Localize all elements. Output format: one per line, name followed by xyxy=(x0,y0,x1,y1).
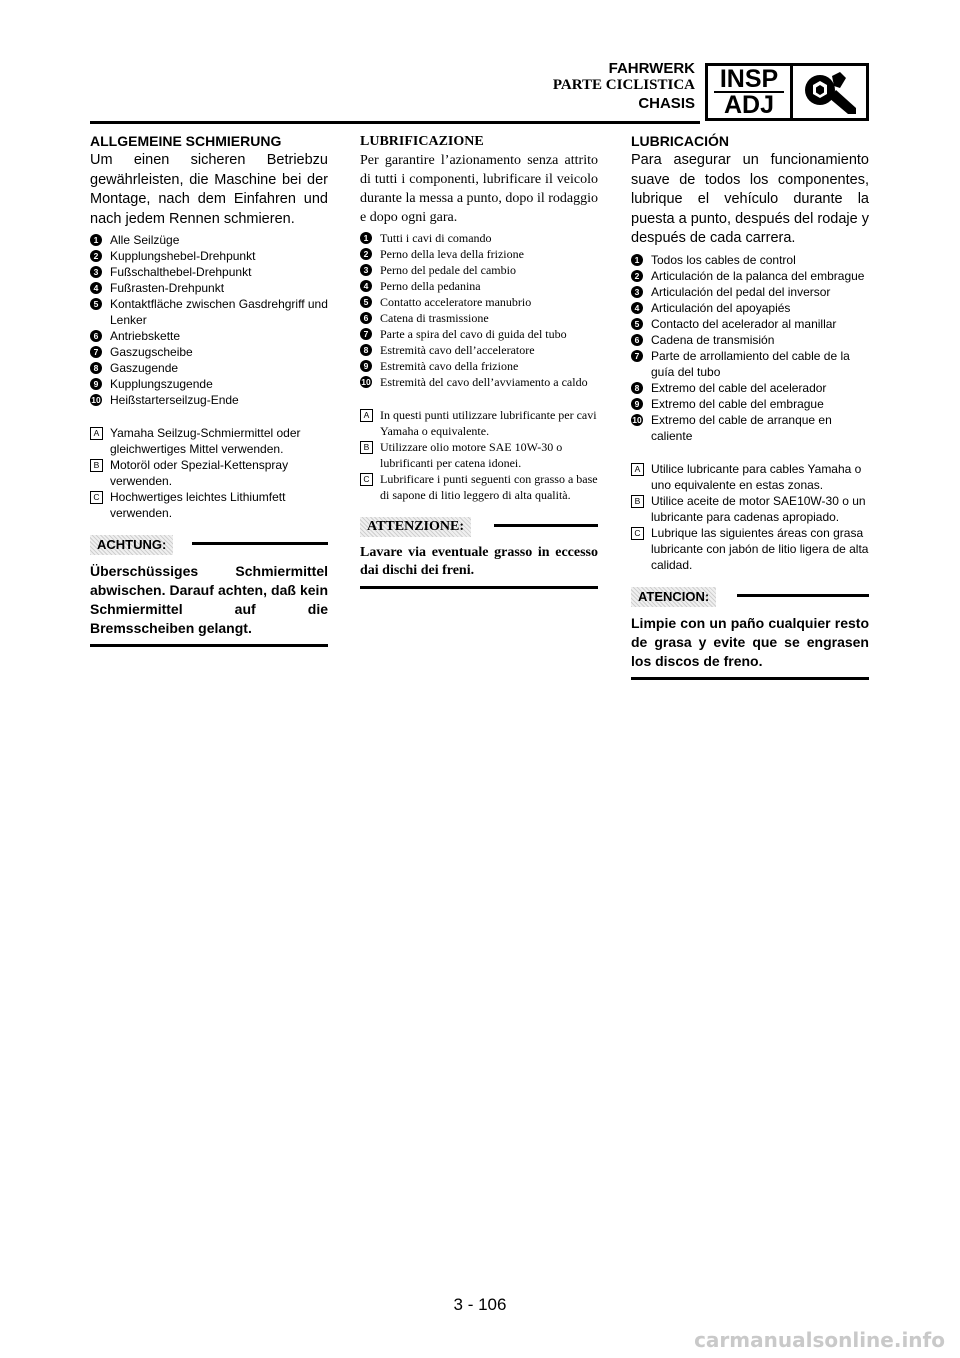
list-item xyxy=(360,230,598,246)
list-item-text: Gaszugscheibe xyxy=(110,345,193,359)
number-marker: 7 xyxy=(360,328,372,340)
list-item xyxy=(90,344,328,360)
section-title-es: CHASIS xyxy=(638,95,695,112)
list-item-text: Contacto del acelerador al manillar xyxy=(651,316,837,331)
number-marker: 6 xyxy=(90,330,102,342)
note-text: Utilizzare olio motore SAE 10W-30 o lubrificanti per catena idonei. xyxy=(380,440,563,470)
letter-marker: C xyxy=(360,473,373,486)
list-item-text: Kontaktfläche zwischen Gasdrehgriff und Lenker xyxy=(110,297,328,327)
number-marker: 3 xyxy=(90,266,102,278)
note-item xyxy=(90,457,328,489)
list-item-text: Extremo del cable del embrague xyxy=(651,396,824,411)
list-item xyxy=(90,280,328,296)
note-item xyxy=(360,471,598,503)
list-item xyxy=(360,326,598,342)
list-item xyxy=(631,316,869,332)
column-title: LUBRIFICAZIONE xyxy=(360,134,484,149)
note-text: Lubrique las siguientes áreas con grasa lubricante con jabón de litio ligera de alta calidad. xyxy=(651,525,869,572)
number-marker: 10 xyxy=(91,395,101,405)
letter-marker: A xyxy=(90,427,103,440)
number-marker: 5 xyxy=(90,298,102,310)
letter-marker: C xyxy=(631,527,644,540)
number-marker: 3 xyxy=(360,264,372,276)
section-title-it: PARTE CICLISTICA xyxy=(552,77,695,93)
list-item xyxy=(631,268,869,284)
number-marker: 1 xyxy=(360,232,372,244)
caution-label: ATENCION: xyxy=(631,587,716,607)
number-marker: 9 xyxy=(360,360,372,372)
number-marker: 9 xyxy=(90,378,102,390)
list-item xyxy=(90,328,328,344)
note-item xyxy=(631,525,869,573)
list-item-text: Todos los cables de control xyxy=(651,252,796,267)
caution-header xyxy=(631,581,869,611)
list-item-text: Articulación de la palanca del embrague xyxy=(651,268,865,283)
list-item xyxy=(90,360,328,376)
list-item xyxy=(631,412,869,444)
note-text: Lubrificare i punti seguenti con grasso a base di sapone di litio leggero di alta qualità. xyxy=(380,472,598,502)
number-marker: 2 xyxy=(631,270,643,282)
wrench-icon xyxy=(796,68,862,116)
caution-header xyxy=(90,529,328,559)
list-item-text: Parte de arrollamiento del cable de la guía del tubo xyxy=(651,348,850,379)
list-item xyxy=(360,294,598,310)
list-item-text: Kupplungshebel-Drehpunkt xyxy=(110,249,256,263)
list-item-text: Perno della pedanina xyxy=(380,279,481,293)
caution-rule xyxy=(192,542,328,545)
list-item-text: Gaszugende xyxy=(110,361,179,375)
note-text: Utilice aceite de motor SAE10W-30 o un lubricante para cadenas apropiado. xyxy=(651,493,866,524)
list-item xyxy=(631,284,869,300)
note-text: Hochwertiges leichtes Lithiumfett verwenden. xyxy=(110,490,286,520)
list-item-text: Estremità cavo della frizione xyxy=(380,359,519,373)
list-item-text: Extremo del cable del acelerador xyxy=(651,380,827,395)
list-item-text: Alle Seilzüge xyxy=(110,233,180,247)
number-marker: 10 xyxy=(361,377,371,387)
number-marker: 8 xyxy=(90,362,102,374)
note-item xyxy=(360,439,598,471)
note-item xyxy=(631,493,869,525)
number-marker: 5 xyxy=(631,318,643,330)
list-item-text: Contatto acceleratore manubrio xyxy=(380,295,532,309)
note-item xyxy=(90,489,328,521)
caution-text: Lavare via eventuale grasso in eccesso dai dischi dei freni. xyxy=(360,544,598,589)
note-text: Motoröl oder Spezial-Kettenspray verwenden. xyxy=(110,458,289,488)
list-item-text: Kupplungszugende xyxy=(110,377,213,391)
note-text: Yamaha Seilzug-Schmiermittel oder gleichwertiges Mittel verwenden. xyxy=(110,426,301,456)
column-title: LUBRICACIÓN xyxy=(631,133,729,149)
list-item-text: Parte a spira del cavo di guida del tubo xyxy=(380,327,567,341)
caution-rule xyxy=(737,594,869,597)
list-item-text: Extremo del cable de arranque en caliente xyxy=(651,412,832,443)
list-item xyxy=(90,376,328,392)
note-item xyxy=(90,425,328,457)
number-marker: 2 xyxy=(90,250,102,262)
list-item-text: Antriebskette xyxy=(110,329,181,343)
number-marker: 3 xyxy=(631,286,643,298)
list-item xyxy=(631,396,869,412)
number-marker: 4 xyxy=(90,282,102,294)
intro-text: Para asegurar un funcionamiento suave de todos los componentes, lubrique el vehículo durante la puesta a punto, después del rodaje y después de cada carrera. xyxy=(631,152,869,246)
list-item xyxy=(631,332,869,348)
list-item-text: Estremità del cavo dell’avviamento a caldo xyxy=(380,375,588,389)
column-title: ALLGEMEINE SCHMIERUNG xyxy=(90,133,282,149)
list-item xyxy=(360,374,598,390)
numbered-list xyxy=(360,230,598,390)
caution-rule xyxy=(494,524,598,527)
watermark: carmanualsonline.info xyxy=(694,1328,945,1352)
number-marker: 6 xyxy=(631,334,643,346)
list-item xyxy=(360,310,598,326)
number-marker: 1 xyxy=(90,234,102,246)
lettered-notes xyxy=(90,425,328,521)
numbered-list xyxy=(90,232,328,408)
note-text: In questi punti utilizzare lubrificante per cavi Yamaha o equivalente. xyxy=(380,408,597,438)
note-item xyxy=(631,461,869,493)
intro-text: Um einen sicheren Betriebzu gewährleisten, die Maschine bei der Montage, nach dem Einfahren und nach jedem Rennen schmieren. xyxy=(90,152,328,227)
list-item xyxy=(90,296,328,328)
number-marker: 2 xyxy=(360,248,372,260)
letter-marker: B xyxy=(631,495,644,508)
list-item-text: Heißstarterseilzug-Ende xyxy=(110,393,239,407)
section-title-de: FAHRWERK xyxy=(608,60,695,77)
list-item xyxy=(360,358,598,374)
lettered-notes xyxy=(360,407,598,503)
list-item-text: Tutti i cavi di comando xyxy=(380,231,492,245)
numbered-list xyxy=(631,252,869,444)
number-marker: 5 xyxy=(360,296,372,308)
note-text: Utilice lubricante para cables Yamaha o uno equivalente en estas zonas. xyxy=(651,461,862,492)
list-item xyxy=(631,380,869,396)
list-item xyxy=(360,342,598,358)
number-marker: 7 xyxy=(90,346,102,358)
number-marker: 1 xyxy=(631,254,643,266)
badge-top: INSP xyxy=(714,67,784,93)
insp-adj-badge xyxy=(705,63,869,121)
list-item xyxy=(360,246,598,262)
list-item xyxy=(360,262,598,278)
list-item xyxy=(90,248,328,264)
column-spanish xyxy=(631,133,869,680)
list-item-text: Fußrasten-Drehpunkt xyxy=(110,281,225,295)
list-item xyxy=(631,252,869,268)
number-marker: 4 xyxy=(360,280,372,292)
list-item xyxy=(631,300,869,316)
number-marker: 7 xyxy=(631,350,643,362)
badge-text xyxy=(708,66,793,118)
list-item-text: Fußschalthebel-Drehpunkt xyxy=(110,265,252,279)
caution-header xyxy=(360,511,598,541)
list-item-text: Articulación del pedal del inversor xyxy=(651,284,831,299)
column-german xyxy=(90,133,328,647)
number-marker: 8 xyxy=(360,344,372,356)
caution-text: Limpie con un paño cualquier resto de grasa y evite que se engrasen los discos de freno. xyxy=(631,614,869,680)
intro-text: Per garantire l’azionamento senza attrito di tutti i componenti, lubrificare il veicolo durante la messa a punto, dopo il rodaggio e dopo ogni gara. xyxy=(360,153,598,225)
list-item-text: Estremità cavo dell’acceleratore xyxy=(380,343,535,357)
list-item-text: Cadena de transmisión xyxy=(651,332,775,347)
page-number: 3 - 106 xyxy=(453,1295,507,1314)
badge-bottom: ADJ xyxy=(723,91,774,119)
number-marker: 4 xyxy=(631,302,643,314)
letter-marker: A xyxy=(360,409,373,422)
list-item-text: Perno del pedale del cambio xyxy=(380,263,516,277)
letter-marker: B xyxy=(360,441,373,454)
list-item-text: Articulación del apoyapiés xyxy=(651,300,791,315)
number-marker: 9 xyxy=(631,398,643,410)
letter-marker: A xyxy=(631,463,644,476)
caution-label: ACHTUNG: xyxy=(90,535,173,555)
number-marker: 6 xyxy=(360,312,372,324)
list-item xyxy=(360,278,598,294)
list-item xyxy=(90,264,328,280)
number-marker: 10 xyxy=(632,414,642,425)
list-item xyxy=(90,392,328,408)
list-item-text: Perno della leva della frizione xyxy=(380,247,524,261)
letter-marker: C xyxy=(90,491,103,504)
list-item xyxy=(631,348,869,380)
note-item xyxy=(360,407,598,439)
caution-label: ATTENZIONE: xyxy=(360,517,471,537)
column-italian xyxy=(360,133,598,589)
letter-marker: B xyxy=(90,459,103,472)
caution-text: Überschüssiges Schmiermittel abwischen. Darauf achten, daß kein Schmiermittel auf die Bremsscheiben gelangt. xyxy=(90,562,328,647)
list-item xyxy=(90,232,328,248)
list-item-text: Catena di trasmissione xyxy=(380,311,489,325)
header-rule xyxy=(90,121,700,124)
lettered-notes xyxy=(631,461,869,573)
number-marker: 8 xyxy=(631,382,643,394)
